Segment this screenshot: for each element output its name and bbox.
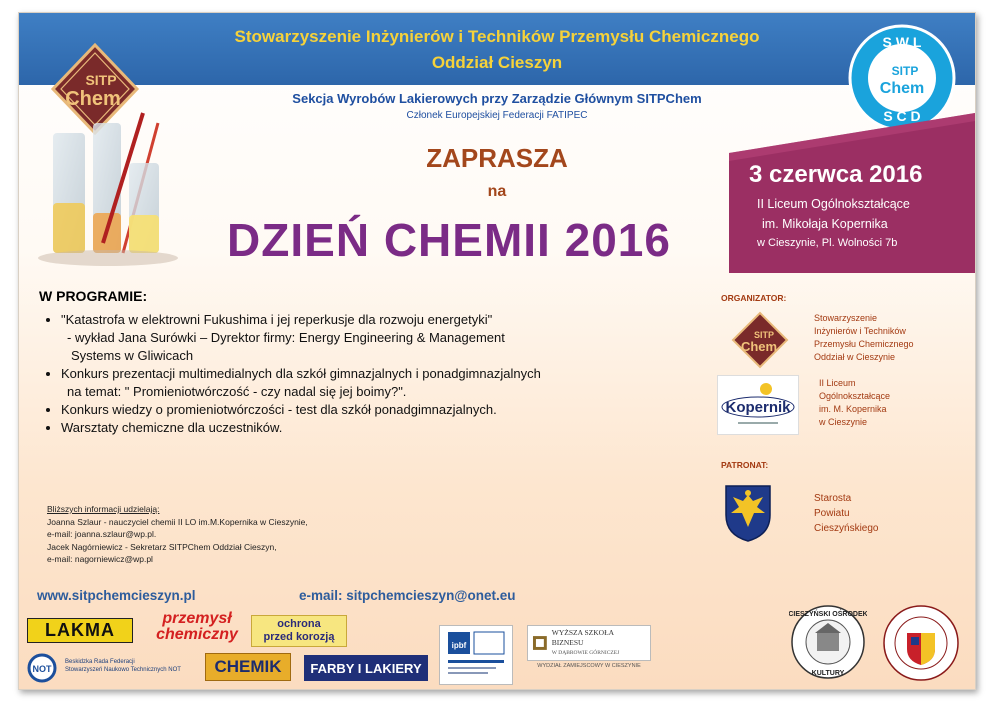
- svg-text:Chem: Chem: [65, 88, 121, 110]
- organizer-2-line: w Cieszynie: [819, 417, 868, 427]
- organizer-2-line: II Liceum: [819, 378, 856, 388]
- contact-info-heading: Bliższych informacji udzielają:: [47, 504, 160, 514]
- organizer-1-line: Oddział w Cieszynie: [814, 352, 896, 362]
- ipbf-logo: [439, 625, 513, 685]
- not-logo-text: Stowarzyszeń Naukowo Technicznych NOT: [65, 667, 181, 673]
- lakma-logo: [27, 618, 133, 643]
- website-link[interactable]: www.sitpchemcieszyn.pl: [37, 588, 196, 603]
- patron-line: Powiatu: [814, 508, 850, 519]
- organizer-2-line: im. M. Kopernika: [819, 404, 887, 414]
- invite-text: ZAPRASZA: [426, 143, 568, 173]
- svg-text:Chem: Chem: [879, 80, 925, 97]
- olza-association-logo: [881, 603, 961, 683]
- svg-text:SITP: SITP: [85, 72, 117, 88]
- svg-text:NOT: NOT: [32, 664, 52, 674]
- event-venue-address: w Cieszynie, Pl. Wolności 7b: [757, 237, 898, 249]
- program-item-text: - wykład Jana Surówki – Dyrektor firmy: Energy Engineering & Management: [67, 330, 505, 345]
- program-list: [39, 311, 659, 437]
- program-item-text: Systems w Gliwicach: [71, 348, 194, 363]
- svg-text:CIESZYŃSKI OŚRODEK: CIESZYŃSKI OŚRODEK: [789, 611, 867, 618]
- kopernik-logo: [717, 375, 799, 435]
- header-bar: [19, 13, 975, 85]
- svg-text:SITP: SITP: [753, 330, 775, 340]
- ochrona-logo-text: ochrona: [277, 618, 321, 630]
- program-item-text: Konkurs wiedzy o promieniotwórczości - test dla szkół ponadgimnazjalnych.: [61, 402, 497, 417]
- organizer-1-line: Stowarzyszenie: [814, 313, 878, 323]
- przemysl-chemiczny-logo: [151, 611, 243, 647]
- chemik-logo: [205, 653, 291, 681]
- przemysl-logo-text: chemiczny: [156, 626, 238, 643]
- email-link[interactable]: e-mail: sitpchemcieszyn@onet.eu: [299, 588, 516, 603]
- program-item-text: Warsztaty chemiczne dla uczestników.: [61, 420, 283, 435]
- organizer-2-text: [819, 377, 890, 429]
- cieszynski-osrodek-kultury-logo: [789, 603, 867, 681]
- sitpchem-logo-small: [731, 311, 789, 369]
- organizer-2-line: Ogólnokształcące: [819, 391, 891, 401]
- patron-label: PATRONAT:: [721, 460, 769, 470]
- not-logo-text: Beskidzka Rada Federacji: [65, 659, 135, 665]
- wsb-logo-text: WYŻSZA SZKOŁA BIZNESU: [551, 628, 614, 647]
- svg-text:ipbf: ipbf: [451, 641, 467, 650]
- program-item-text: Konkurs prezentacji multimedialnych dla szkół gimnazjalnych i ponadgimnazjalnych: [61, 366, 541, 381]
- svg-text:S W L: S W L: [882, 34, 922, 50]
- event-date: 3 czerwca 2016: [749, 161, 923, 188]
- organizer-1-line: Inżynierów i Techników: [814, 326, 906, 336]
- ochrona-logo-text: przed korozją: [263, 631, 335, 643]
- contact-email[interactable]: e-mail: nagorniewicz@wp.pl: [47, 554, 153, 564]
- event-venue-line2: im. Mikołaja Kopernika: [762, 217, 888, 231]
- section-name: Sekcja Wyrobów Lakierowych przy Zarządzie Głównym SITPChem: [292, 91, 702, 106]
- coat-of-arms-icon: [723, 483, 773, 543]
- program-item-text: na temat: " Promieniotwórczość - czy nadal się jej boimy?".: [67, 384, 407, 399]
- event-venue-line1: II Liceum Ogólnokształcące: [757, 197, 910, 211]
- program-item: [61, 419, 659, 437]
- organization-name: Stowarzyszenie Inżynierów i Techników Przemysłu Chemicznego: [234, 27, 760, 46]
- program-title: W PROGRAMIE:: [39, 288, 148, 304]
- svg-text:KULTURY: KULTURY: [811, 670, 845, 677]
- membership-note: Członek Europejskiej Federacji FATIPEC: [406, 110, 588, 121]
- not-logo: [27, 653, 207, 683]
- program-item: [61, 401, 659, 419]
- patron-text: [814, 491, 878, 536]
- lakma-logo-text: LAKMA: [45, 620, 115, 640]
- svg-text:SITP: SITP: [891, 64, 919, 78]
- organizer-1-text: [814, 312, 914, 364]
- event-date-box: [729, 113, 975, 273]
- program-item: [61, 311, 659, 365]
- program-item: [61, 365, 659, 401]
- program-item-text: "Katastrofa w elektrowni Fukushima i jej reperkusje dla rozwoju energetyki": [61, 312, 493, 327]
- wsb-logo-text: W DĄBROWIE GÓRNICZEJ: [551, 650, 620, 656]
- chemik-logo-text: CHEMIK: [214, 657, 282, 676]
- svg-text:Kopernik: Kopernik: [725, 399, 791, 416]
- patron-line: Starosta: [814, 493, 852, 504]
- svg-text:Chem: Chem: [740, 339, 778, 354]
- organizer-label: ORGANIZATOR:: [721, 293, 787, 303]
- patron-line: Cieszyńskiego: [814, 523, 879, 534]
- contact-info-line: Joanna Szlaur - nauczyciel chemii II LO im.M.Kopernika w Cieszynie,: [47, 516, 308, 527]
- on-text: na: [487, 183, 507, 200]
- svg-text:S C D: S C D: [883, 108, 921, 124]
- wsb-logo-text: WYDZIAŁ ZAMIEJSCOWY W CIESZYNIE: [537, 663, 641, 669]
- contact-info-line: Jacek Nagórniewicz - Sekretarz SITPChem Oddział Cieszyn,: [47, 541, 277, 552]
- ochrona-przed-korozja-logo: [251, 615, 347, 647]
- contact-email[interactable]: e-mail: joanna.szlaur@wp.pl.: [47, 529, 157, 539]
- event-title: DZIEŃ CHEMII 2016: [227, 214, 671, 266]
- wyzsza-szkola-biznesu-logo: [527, 625, 651, 669]
- wsb-emblem-icon: [532, 635, 548, 651]
- organizer-1-line: Przemysłu Chemicznego: [814, 339, 914, 349]
- przemysl-logo-text: przemysł: [162, 610, 232, 627]
- farby-logo-text: FARBY I LAKIERY: [310, 660, 422, 676]
- organization-branch: Oddział Cieszyn: [431, 53, 563, 72]
- farby-i-lakiery-logo: [304, 655, 428, 681]
- poster: [18, 12, 976, 690]
- contact-info: [47, 503, 308, 566]
